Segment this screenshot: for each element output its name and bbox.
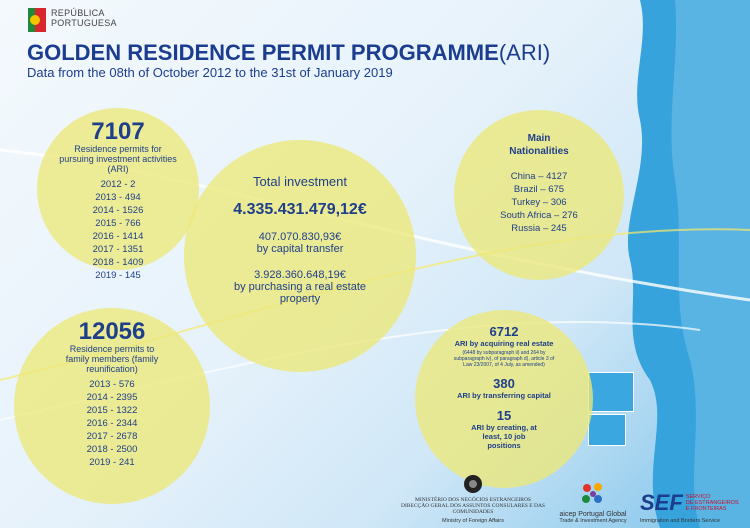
investment-permits-total: 7107 xyxy=(91,118,145,145)
ari-types-circle xyxy=(415,310,593,488)
title-main: GOLDEN RESIDENCE PERMIT PROGRAMME xyxy=(27,40,499,65)
investment-year-item: 2018 - 1409 xyxy=(92,257,144,268)
nationality-item: Russia – 245 xyxy=(511,223,567,234)
title-suffix: (ARI) xyxy=(498,40,551,65)
ari-realestate-note: (6448 by subparagraph ii) and 264 by subparagraph iv), of paragraph d), article 3 of Law 23/2007, of 4 July, as amended) xyxy=(453,350,555,368)
sef-logo xyxy=(640,490,748,524)
aicep-logo xyxy=(548,479,638,524)
family-year-item: 2013 - 576 xyxy=(89,379,135,390)
ari-capital-count: 380 xyxy=(493,376,515,391)
nationalities-heading: Main Nationalities xyxy=(509,133,569,157)
total-investment-circle xyxy=(184,140,416,372)
nationality-item: South Africa – 276 xyxy=(500,210,578,221)
aicep-en: Trade & Investment Agency xyxy=(559,518,627,524)
aicep-dots-icon xyxy=(578,479,608,509)
azores-inset xyxy=(588,372,634,412)
ministry-line1: MINISTÉRIO DOS NEGÓCIOS ESTRANGEIROS xyxy=(415,497,531,503)
sef-logo-text: SEF xyxy=(640,490,683,515)
ministry-line2: DIRECÇÃO GERAL DOS ASSUNTOS CONSULARES E DAS COMUNIDADES xyxy=(401,503,545,515)
sef-en: Immigration and Borders Service xyxy=(640,518,721,524)
page-subtitle: Data from the 08th of October 2012 to the 31st of January 2019 xyxy=(27,65,393,80)
sef-line2: DE ESTRANGEIROS xyxy=(685,500,739,506)
realestate-value: 3.928.360.648,19€ xyxy=(254,269,346,281)
sef-line1: SERVIÇO xyxy=(685,494,711,500)
ari-capital-label: ARI by transferring capital xyxy=(457,391,551,400)
logo-line2: PORTUGUESA xyxy=(51,18,117,28)
investment-permits-circle xyxy=(37,108,199,281)
realestate-label: by purchasing a real estate property xyxy=(233,281,367,305)
total-investment-label: Total investment xyxy=(253,174,347,189)
ministry-logo xyxy=(398,473,548,524)
madeira-inset xyxy=(588,414,626,446)
ari-jobs-label: ARI by creating, at least, 10 job positions xyxy=(471,423,537,450)
investment-year-item: 2016 - 1414 xyxy=(92,231,144,242)
nationalities-list xyxy=(454,170,624,235)
republica-logo xyxy=(28,8,117,32)
investment-permits-years xyxy=(37,178,199,282)
capital-transfer-label: by capital transfer xyxy=(256,243,344,255)
family-permits-label: Residence permits to family members (family reunification) xyxy=(65,344,159,374)
ministry-emblem-icon xyxy=(460,473,486,495)
investment-year-item: 2015 - 766 xyxy=(95,218,141,229)
investment-year-item: 2019 - 145 xyxy=(95,270,141,281)
nationality-item: China – 4127 xyxy=(510,171,568,182)
coat-of-arms-icon xyxy=(28,8,46,32)
portugal-map xyxy=(580,0,750,528)
capital-transfer-value: 407.070.830,93€ xyxy=(258,231,342,243)
family-year-item: 2018 - 2500 xyxy=(86,444,138,455)
logo-line1: REPÚBLICA xyxy=(51,8,105,18)
ari-jobs-count: 15 xyxy=(496,408,512,423)
nationality-item: Turkey – 306 xyxy=(511,197,567,208)
aicep-name: aicep Portugal Global xyxy=(559,511,627,518)
sef-line3: E FRONTEIRAS xyxy=(685,506,727,512)
family-permits-years xyxy=(14,378,210,469)
family-year-item: 2017 - 2678 xyxy=(86,431,138,442)
ari-realestate-count: 6712 xyxy=(489,324,519,339)
investment-year-item: 2014 - 1526 xyxy=(92,205,144,216)
investment-year-item: 2017 - 1351 xyxy=(92,244,144,255)
investment-permits-label: Residence permits for pursuing investment activities (ARI) xyxy=(59,144,177,174)
page-title xyxy=(27,40,550,66)
investment-year-item: 2013 - 494 xyxy=(95,192,141,203)
family-year-item: 2019 - 241 xyxy=(89,457,135,468)
family-permits-circle xyxy=(14,308,210,504)
family-year-item: 2015 - 1322 xyxy=(86,405,138,416)
ari-realestate-label: ARI by acquiring real estate xyxy=(454,339,554,348)
nationality-item: Brazil – 675 xyxy=(513,184,565,195)
family-permits-total: 12056 xyxy=(78,318,146,345)
family-year-item: 2014 - 2395 xyxy=(86,392,138,403)
ministry-en: Ministry of Foreign Affairs xyxy=(442,518,504,524)
investment-year-item: 2012 - 2 xyxy=(100,179,136,190)
nationalities-circle xyxy=(454,110,624,280)
total-investment-value: 4.335.431.479,12€ xyxy=(233,201,367,218)
family-year-item: 2016 - 2344 xyxy=(86,418,138,429)
